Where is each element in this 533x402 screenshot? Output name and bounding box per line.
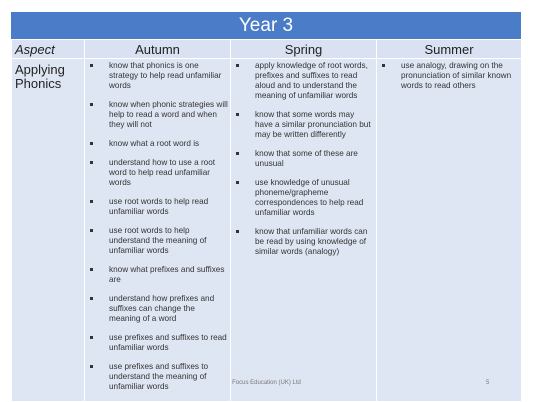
- summer-header: Summer: [377, 40, 522, 59]
- list-item: use analogy, drawing on the pronunciation of similar known words to read others: [377, 61, 519, 91]
- list-item: use root words to help understand the meaning of unfamiliar words: [85, 226, 228, 256]
- list-item: apply knowledge of root words, prefixes and suffixes to read aloud and to understand the meaning of unfamiliar words: [231, 61, 374, 101]
- list-item: know that some words may have a similar pronunciation but may be written differently: [231, 110, 374, 140]
- footer-text: Focus Education (UK) Ltd: [232, 380, 301, 386]
- list-item: use knowledge of unusual phoneme/grapheme correspondences to help read unfamiliar words: [231, 178, 374, 218]
- autumn-header: Autumn: [85, 40, 231, 59]
- list-item: know that some of these are unusual: [231, 149, 374, 169]
- curriculum-table: [11, 39, 522, 402]
- list-item: know that phonics is one strategy to help read unfamiliar words: [85, 61, 228, 91]
- list-item: know what prefixes and suffixes are: [85, 265, 228, 285]
- list-item: know what a root word is: [85, 139, 228, 149]
- aspect-cell: Applying Phonics: [12, 59, 85, 402]
- list-item: use prefixes and suffixes to read unfamiliar words: [85, 333, 228, 353]
- list-item: understand how prefixes and suffixes can change the meaning of a word: [85, 294, 228, 324]
- page-title: Year 3: [11, 12, 521, 39]
- summer-bullets: [377, 61, 519, 91]
- list-item: know when phonic strategies will help to read a word and when they will not: [85, 100, 228, 130]
- list-item: use prefixes and suffixes to understand the meaning of unfamiliar words: [85, 362, 228, 392]
- header-row: [12, 40, 522, 59]
- autumn-cell: [85, 59, 231, 402]
- list-item: use root words to help read unfamiliar words: [85, 197, 228, 217]
- table-row: [12, 59, 522, 402]
- aspect-header: Aspect: [12, 40, 85, 59]
- summer-cell: [377, 59, 522, 402]
- spring-bullets: [231, 61, 374, 257]
- list-item: understand how to use a root word to help read unfamiliar words: [85, 158, 228, 188]
- spring-header: Spring: [231, 40, 377, 59]
- spring-cell: [231, 59, 377, 402]
- page-number: 5: [486, 380, 490, 386]
- autumn-bullets: [85, 61, 228, 392]
- list-item: know that unfamiliar words can be read by using knowledge of similar words (analogy): [231, 227, 374, 257]
